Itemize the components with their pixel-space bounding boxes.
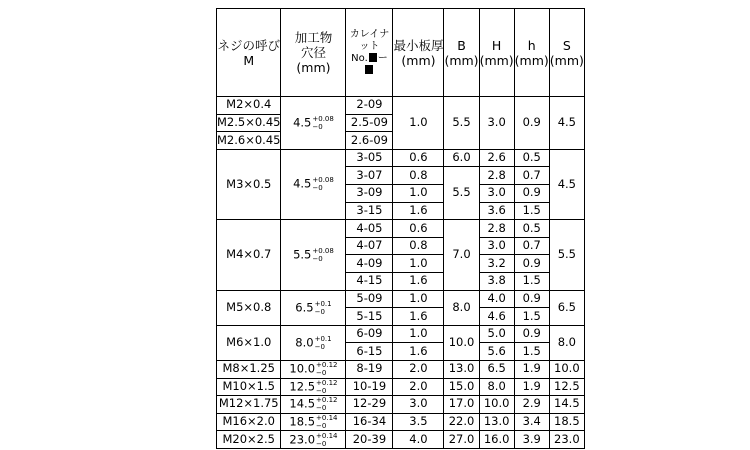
nut-number-cell: 6-09 xyxy=(346,325,393,343)
min-thickness-cell: 1.0 xyxy=(393,290,444,308)
s-cell: 6.5 xyxy=(549,290,584,325)
h-lower-cell: 1.9 xyxy=(514,378,549,396)
s-cell: 18.5 xyxy=(549,413,584,431)
s-cell: 4.5 xyxy=(549,149,584,219)
screw-size-cell: M5×0.8 xyxy=(217,290,281,325)
hole-diameter-cell xyxy=(281,360,346,378)
h-upper-cell: 4.6 xyxy=(479,308,514,326)
min-thickness-cell: 4.0 xyxy=(393,431,444,449)
nut-number-cell: 4-05 xyxy=(346,220,393,238)
min-thickness-cell: 3.5 xyxy=(393,413,444,431)
screw-size-cell: M3×0.5 xyxy=(217,149,281,219)
h-lower-cell: 0.9 xyxy=(514,325,549,343)
hole-diameter-value: 5.5 xyxy=(293,247,312,262)
col-header-screw xyxy=(217,9,281,97)
h-upper-cell: 3.0 xyxy=(479,97,514,150)
h-lower-cell: 3.4 xyxy=(514,413,549,431)
hole-diameter-value: 4.5 xyxy=(293,176,312,191)
nut-number-cell: 12-29 xyxy=(346,396,393,414)
h-upper-cell: 3.2 xyxy=(479,255,514,273)
nut-number-cell: 5-09 xyxy=(346,290,393,308)
b-cell: 17.0 xyxy=(444,396,479,414)
nut-number-cell: 2.5-09 xyxy=(346,114,393,132)
min-thickness-cell: 1.0 xyxy=(393,255,444,273)
h-lower-cell: 1.9 xyxy=(514,360,549,378)
nut-number-cell: 10-19 xyxy=(346,378,393,396)
tolerance-minus: −0 xyxy=(312,254,323,263)
hole-diameter-cell xyxy=(281,396,346,414)
h-upper-cell: 2.6 xyxy=(479,149,514,167)
h-lower-cell: 1.5 xyxy=(514,202,549,220)
hdr-h-l1: h xyxy=(527,37,536,53)
col-header-h-lower xyxy=(514,9,549,97)
nut-number-cell: 3-09 xyxy=(346,184,393,202)
b-cell: 15.0 xyxy=(444,378,479,396)
tolerance xyxy=(312,247,333,263)
b-cell: 27.0 xyxy=(444,431,479,449)
min-thickness-cell: 1.0 xyxy=(393,97,444,150)
spec-table xyxy=(216,8,585,449)
h-upper-cell: 2.8 xyxy=(479,167,514,185)
min-thickness-cell: 3.0 xyxy=(393,396,444,414)
h-upper-cell: 3.6 xyxy=(479,202,514,220)
hole-diameter-cell xyxy=(281,97,346,150)
hdr-hole-l1: 加工物 xyxy=(294,30,333,45)
tolerance-minus: −0 xyxy=(316,404,327,413)
hdr-nut-sep: ー xyxy=(377,52,388,64)
s-cell: 14.5 xyxy=(549,396,584,414)
h-lower-cell: 2.9 xyxy=(514,396,549,414)
hdr-hole-l2: 穴径 xyxy=(300,45,326,60)
hdr-H-l1: H xyxy=(491,37,502,53)
tolerance-plus: +0.14 xyxy=(316,431,338,440)
hdr-screw-l1: ネジの呼び xyxy=(217,37,280,53)
h-upper-cell: 4.0 xyxy=(479,290,514,308)
hdr-b-l2: (mm) xyxy=(444,52,479,68)
col-header-hole xyxy=(281,9,346,97)
h-upper-cell: 3.0 xyxy=(479,237,514,255)
min-thickness-cell: 0.8 xyxy=(393,167,444,185)
screw-size-cell: M2.6×0.45 xyxy=(217,132,281,150)
table-row xyxy=(217,378,585,396)
h-upper-cell: 5.0 xyxy=(479,325,514,343)
hole-diameter-value: 4.5 xyxy=(293,115,312,130)
tolerance xyxy=(316,432,337,448)
tolerance-minus: −0 xyxy=(316,439,327,448)
hole-diameter-value: 10.0 xyxy=(289,361,316,376)
nut-number-cell: 4-09 xyxy=(346,255,393,273)
h-upper-cell: 16.0 xyxy=(479,431,514,449)
h-lower-cell: 0.5 xyxy=(514,220,549,238)
screw-size-cell: M2×0.4 xyxy=(217,97,281,115)
tolerance-minus: −0 xyxy=(314,342,325,351)
h-upper-cell: 2.8 xyxy=(479,220,514,238)
hole-diameter-cell xyxy=(281,220,346,290)
h-upper-cell: 6.5 xyxy=(479,360,514,378)
min-thickness-cell: 2.0 xyxy=(393,378,444,396)
hole-diameter-cell xyxy=(281,431,346,449)
h-upper-cell: 3.8 xyxy=(479,272,514,290)
s-cell: 23.0 xyxy=(549,431,584,449)
nut-number-cell: 2-09 xyxy=(346,97,393,115)
h-lower-cell: 0.9 xyxy=(514,97,549,150)
col-header-min-thickness xyxy=(393,9,444,97)
hdr-hole-l3: (mm) xyxy=(296,60,331,75)
table-row xyxy=(217,220,585,238)
b-cell: 7.0 xyxy=(444,220,479,290)
black-square-icon xyxy=(365,65,373,74)
b-cell: 8.0 xyxy=(444,290,479,325)
screw-size-cell: M4×0.7 xyxy=(217,220,281,290)
hdr-nut-l2 xyxy=(346,53,392,77)
tolerance-minus: −0 xyxy=(316,421,327,430)
h-upper-cell: 10.0 xyxy=(479,396,514,414)
min-thickness-cell: 1.6 xyxy=(393,202,444,220)
black-square-icon xyxy=(369,53,377,62)
h-lower-cell: 3.9 xyxy=(514,431,549,449)
tolerance-plus: +0.12 xyxy=(316,378,338,387)
hdr-H-l2: (mm) xyxy=(479,52,514,68)
hdr-nut-l1: カレイナット xyxy=(349,28,390,52)
header-row xyxy=(217,9,585,97)
b-cell: 5.5 xyxy=(444,97,479,150)
screw-size-cell: M16×2.0 xyxy=(217,413,281,431)
min-thickness-cell: 1.6 xyxy=(393,308,444,326)
hole-diameter-value: 12.5 xyxy=(289,379,316,394)
tolerance xyxy=(316,396,337,412)
tolerance-plus: +0.08 xyxy=(312,114,334,123)
hdr-s-l1: S xyxy=(562,37,571,53)
tolerance-plus: +0.1 xyxy=(314,334,332,343)
tolerance-minus: −0 xyxy=(316,386,327,395)
screw-size-cell: M2.5×0.45 xyxy=(217,114,281,132)
b-cell: 22.0 xyxy=(444,413,479,431)
hole-diameter-cell xyxy=(281,149,346,219)
hole-diameter-value: 14.5 xyxy=(289,396,316,411)
tolerance-plus: +0.1 xyxy=(314,299,332,308)
hole-diameter-value: 18.5 xyxy=(289,414,316,429)
nut-number-cell: 5-15 xyxy=(346,308,393,326)
table-row xyxy=(217,325,585,343)
hole-diameter-cell xyxy=(281,325,346,360)
min-thickness-cell: 0.8 xyxy=(393,237,444,255)
h-lower-cell: 0.9 xyxy=(514,184,549,202)
b-cell: 5.5 xyxy=(444,167,479,220)
tolerance xyxy=(316,361,337,377)
b-cell: 6.0 xyxy=(444,149,479,167)
nut-number-cell: 6-15 xyxy=(346,343,393,361)
hdr-h-l2: (mm) xyxy=(514,52,549,68)
tolerance-plus: +0.12 xyxy=(316,361,338,370)
hdr-screw-l2: M xyxy=(243,52,255,68)
h-upper-cell: 3.0 xyxy=(479,184,514,202)
hole-diameter-value: 23.0 xyxy=(289,432,316,447)
tolerance-minus: −0 xyxy=(312,122,323,131)
h-lower-cell: 0.9 xyxy=(514,255,549,273)
b-cell: 13.0 xyxy=(444,360,479,378)
hdr-s-l2: (mm) xyxy=(549,52,584,68)
nut-number-cell: 16-34 xyxy=(346,413,393,431)
tolerance xyxy=(316,379,337,395)
min-thickness-cell: 0.6 xyxy=(393,149,444,167)
h-upper-cell: 5.6 xyxy=(479,343,514,361)
nut-number-cell: 4-15 xyxy=(346,272,393,290)
min-thickness-cell: 1.0 xyxy=(393,184,444,202)
h-lower-cell: 1.5 xyxy=(514,272,549,290)
nut-number-cell: 3-07 xyxy=(346,167,393,185)
tolerance-plus: +0.08 xyxy=(312,246,334,255)
h-upper-cell: 13.0 xyxy=(479,413,514,431)
table-row xyxy=(217,431,585,449)
tolerance-plus: +0.08 xyxy=(312,176,334,185)
tolerance-plus: +0.12 xyxy=(316,396,338,405)
tolerance xyxy=(315,300,332,316)
tolerance xyxy=(316,414,337,430)
col-header-b xyxy=(444,9,479,97)
table-row xyxy=(217,149,585,167)
h-lower-cell: 1.5 xyxy=(514,308,549,326)
s-cell: 12.5 xyxy=(549,378,584,396)
s-cell: 8.0 xyxy=(549,325,584,360)
tolerance xyxy=(312,115,333,131)
hole-diameter-cell xyxy=(281,413,346,431)
h-lower-cell: 1.5 xyxy=(514,343,549,361)
hdr-thk-l2: (mm) xyxy=(401,52,436,68)
tolerance-minus: −0 xyxy=(312,184,323,193)
s-cell: 10.0 xyxy=(549,360,584,378)
table-row xyxy=(217,290,585,308)
hdr-thk-l1: 最小板厚 xyxy=(393,37,444,53)
hole-diameter-value: 6.5 xyxy=(295,300,314,315)
nut-number-cell: 3-15 xyxy=(346,202,393,220)
s-cell: 4.5 xyxy=(549,97,584,150)
h-lower-cell: 0.7 xyxy=(514,237,549,255)
table-row xyxy=(217,396,585,414)
spec-body xyxy=(217,97,585,449)
min-thickness-cell: 1.6 xyxy=(393,343,444,361)
min-thickness-cell: 1.0 xyxy=(393,325,444,343)
screw-size-cell: M20×2.5 xyxy=(217,431,281,449)
table-row xyxy=(217,97,585,115)
hole-diameter-cell xyxy=(281,378,346,396)
hdr-b-l1: B xyxy=(457,37,466,53)
nut-number-cell: 20-39 xyxy=(346,431,393,449)
tolerance-minus: −0 xyxy=(316,369,327,378)
hole-diameter-value: 8.0 xyxy=(295,335,314,350)
s-cell: 5.5 xyxy=(549,220,584,290)
min-thickness-cell: 1.6 xyxy=(393,272,444,290)
b-cell: 10.0 xyxy=(444,325,479,360)
tolerance-minus: −0 xyxy=(314,307,325,316)
h-lower-cell: 0.9 xyxy=(514,290,549,308)
screw-size-cell: M8×1.25 xyxy=(217,360,281,378)
h-upper-cell: 8.0 xyxy=(479,378,514,396)
h-lower-cell: 0.5 xyxy=(514,149,549,167)
min-thickness-cell: 0.6 xyxy=(393,220,444,238)
nut-number-cell: 3-05 xyxy=(346,149,393,167)
table-row xyxy=(217,413,585,431)
col-header-nut-no xyxy=(346,9,393,97)
nut-number-cell: 2.6-09 xyxy=(346,132,393,150)
min-thickness-cell: 2.0 xyxy=(393,360,444,378)
table-row xyxy=(217,360,585,378)
screw-size-cell: M6×1.0 xyxy=(217,325,281,360)
h-lower-cell: 0.7 xyxy=(514,167,549,185)
nut-number-cell: 4-07 xyxy=(346,237,393,255)
tolerance xyxy=(315,335,332,351)
screw-size-cell: M12×1.75 xyxy=(217,396,281,414)
tolerance-plus: +0.14 xyxy=(316,413,338,422)
hole-diameter-cell xyxy=(281,290,346,325)
tolerance xyxy=(312,176,333,192)
col-header-s xyxy=(549,9,584,97)
hdr-nut-prefix: No. xyxy=(351,52,368,64)
nut-number-cell: 8-19 xyxy=(346,360,393,378)
col-header-h-upper xyxy=(479,9,514,97)
screw-size-cell: M10×1.5 xyxy=(217,378,281,396)
